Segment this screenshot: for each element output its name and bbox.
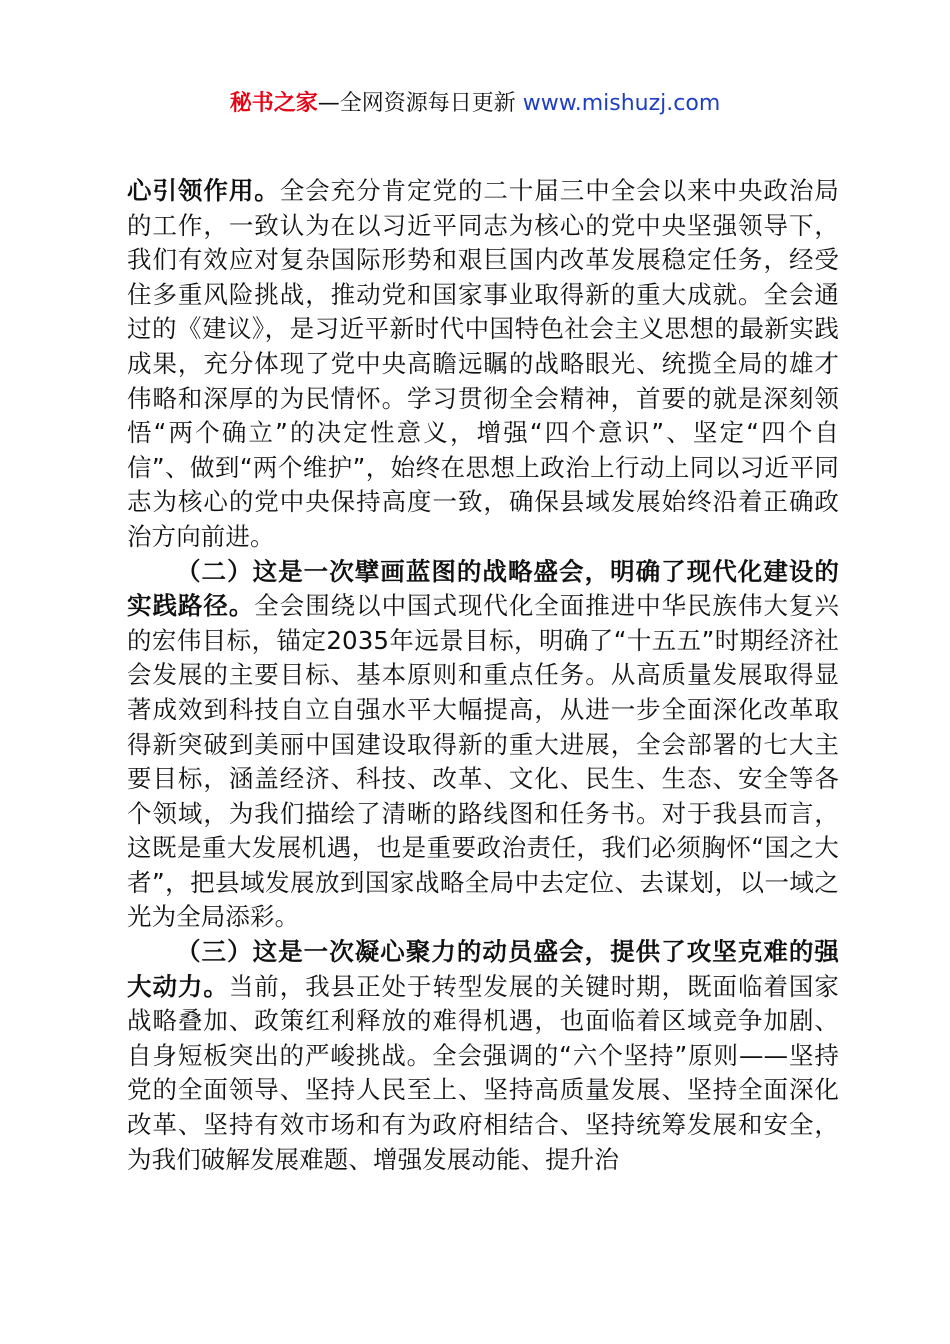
paragraph-3 [127,935,839,1177]
paragraph-1-lead: 心引领作用。 [127,176,280,205]
paragraph-2 [127,555,839,936]
site-tagline: —全网资源每日更新 [317,91,523,116]
site-header [0,88,950,120]
paragraph-1 [127,174,839,555]
paragraph-2-lead: （二）这是一次擘画蓝图的战略盛会，明确了现代化建设的实践路径。 [127,556,839,621]
document-body [127,174,839,1177]
paragraph-2-text: 全会围绕以中国式现代化全面推进中华民族伟大复兴的宏伟目标，锚定2035年远景目标，明确了“十五五”时期经济社会发展的主要目标、基本原则和重点任务。从高质量发展取得显著成效到科技自立自强水平大幅提高，从进一步全面深化改革取得新突破到美丽中国建设取得新的重大进展，全会部署的七大主要目标，涵盖经济、科技、改革、文化、民生、生态、安全等各个领域，为我们描绘了清晰的路线图和任务书。对于我县而言，这既是重大发展机遇，也是重要政治责任，我们必须胸怀“国之大者”，把县域发展放到国家战略全局中去定位、去谋划，以一域之光为全局添彩。 [127,591,839,932]
paragraph-3-lead: （三）这是一次凝心聚力的动员盛会，提供了攻坚克难的强大动力。 [127,937,839,1001]
paragraph-1-text: 全会充分肯定党的二十届三中全会以来中央政治局的工作，一致认为在以习近平同志为核心的党中央坚强领导下，我们有效应对复杂国际形势和艰巨国内改革发展稳定任务，经受住多重风险挑战，推动党和国家事业取得新的重大成就。全会通过的《建议》，是习近平新时代中国特色社会主义思想的最新实践成果，充分体现了党中央高瞻远瞩的战略眼光、统揽全局的雄才伟略和深厚的为民情怀。学习贯彻全会精神，首要的就是深刻领悟“两个确立”的决定性意义，增强“四个意识”、坚定“四个自信”、做到“两个维护”，始终在思想上政治上行动上同以习近平同志为核心的党中央保持高度一致，确保县域发展始终沿着正确政治方向前进。 [127,176,839,551]
site-url[interactable]: www.mishuzj.com [522,91,721,116]
site-brand: 秘书之家 [229,91,318,116]
paragraph-3-text: 当前，我县正处于转型发展的关键时期，既面临着国家战略叠加、政策红利释放的难得机遇，也面临着区域竞争加剧、自身短板突出的严峻挑战。全会强调的“六个坚持”原则——坚持党的全面领导、坚持人民至上、坚持高质量发展、坚持全面深化改革、坚持有效市场和有为政府相结合、坚持统筹发展和安全，为我们破解发展难题、增强发展动能、提升治 [127,971,839,1174]
